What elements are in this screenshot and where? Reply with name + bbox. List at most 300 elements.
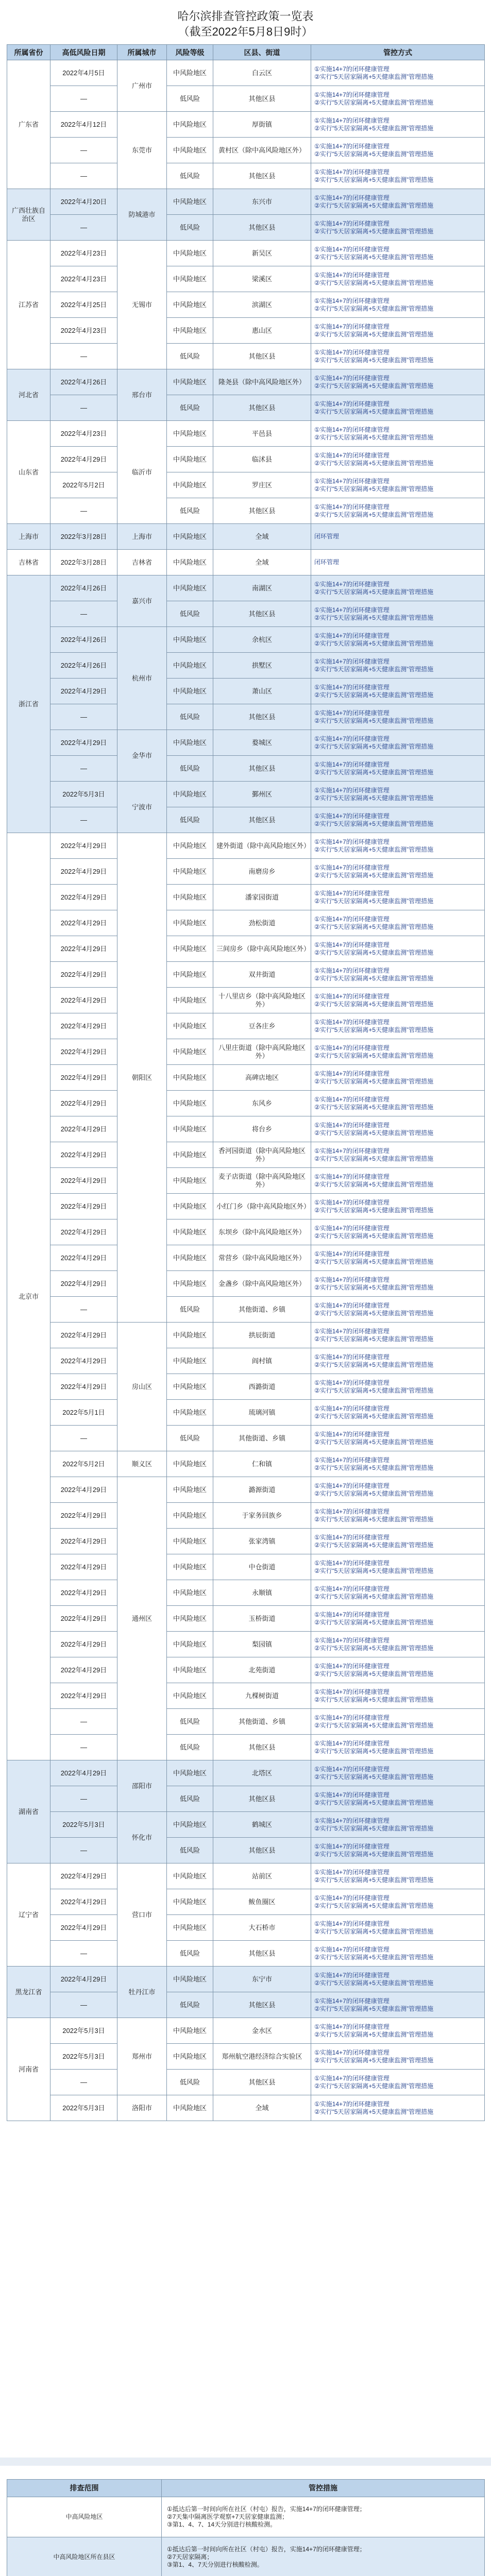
cell-district: 金水区 [213,2018,311,2044]
cell-risk-level: 中风险地区 [167,1245,213,1271]
cell-date: 2022年4月29日 [50,962,117,988]
cell-control-method: ①实施14+7的闭环健康管理 ②实行“5天居家隔离+5天健康监测”管理措施 [311,1554,485,1580]
cell-risk-level: 中风险地区 [167,421,213,447]
cell-date: 2022年4月29日 [50,1271,117,1297]
cell-date: 2022年3月28日 [50,550,117,575]
cell-district: 鄞州区 [213,782,311,807]
cell-district: 黄村区（除中高风险地区外） [213,138,311,163]
cell-risk-level: 低风险 [167,1786,213,1812]
cell-risk-level: 中风险地区 [167,1323,213,1348]
cell-control-method: 闭环管理 [311,550,485,575]
cell-risk-level: 中风险地区 [167,679,213,704]
cell-risk-level: 中风险地区 [167,1142,213,1168]
header-col-control: 管控方式 [311,45,485,60]
cell-city: 顺义区 [117,1451,167,1477]
cell-date: 2022年4月29日 [50,936,117,962]
cell-city: 无锡市 [117,241,167,369]
cell-control-method: ①实施14+7的闭环健康管理 ②实行“5天居家隔离+5天健康监测”管理措施 [311,472,485,498]
cell-risk-level: 中风险地区 [167,962,213,988]
cell-risk-level: 中风险地区 [167,653,213,679]
cell-district: 大石桥市 [213,1915,311,1941]
cell-risk-level: 低风险 [167,704,213,730]
cell-control-method: ①实施14+7的闭环健康管理 ②实行“5天居家隔离+5天健康监测”管理措施 [311,1374,485,1400]
cell-district: 其他区县 [213,807,311,833]
cell-date: 2022年4月29日 [50,1091,117,1116]
cell-district: 仁和镇 [213,1451,311,1477]
cell-province: 浙江省 [7,575,50,833]
cell-control-method: ①实施14+7的闭环健康管理 ②实行“5天居家隔离+5天健康监测”管理措施 [311,369,485,395]
measure-line: ③第1、4、7天分别进行核酸检测。 [167,2561,263,2568]
cell-district: 其他区县 [213,395,311,421]
cell-risk-level: 低风险 [167,1838,213,1863]
cell-district: 北苑街道 [213,1657,311,1683]
cell-risk-level: 低风险 [167,601,213,627]
cell-risk-level: 中风险地区 [167,318,213,344]
header-col-date: 高低风险日期 [50,45,117,60]
cell-control-method: ①实施14+7的闭环健康管理 ②实行“5天居家隔离+5天健康监测”管理措施 [311,936,485,962]
measure-line: ②7天集中隔离医学观察+7天居家健康监测； [167,2513,289,2520]
cell-district: 临沭县 [213,447,311,472]
cell-control-method: ①实施14+7的闭环健康管理 ②实行“5天居家隔离+5天健康监测”管理措施 [311,1323,485,1348]
cell-province: 山东省 [7,421,50,524]
cell-risk-level: 中风险地区 [167,550,213,575]
cell-risk-level: 中风险地区 [167,575,213,601]
cell-risk-level: 中风险地区 [167,1683,213,1709]
cell-risk-level: 中风险地区 [167,936,213,962]
cell-date: 2022年4月29日 [50,1065,117,1091]
cell-district: 西潞街道 [213,1374,311,1400]
cell-date: 2022年4月29日 [50,1039,117,1065]
cell-control-method: ①实施14+7的闭环健康管理 ②实行“5天居家隔离+5天健康监测”管理措施 [311,1142,485,1168]
cell-district: 其他区县 [213,2070,311,2095]
cell-district: 南湖区 [213,575,311,601]
cell-risk-level: 低风险 [167,395,213,421]
header-col-risk-level: 风险等级 [167,45,213,60]
cell-date: 2022年4月29日 [50,1915,117,1941]
cell-city: 怀化市 [117,1812,167,1863]
cell-date: — [50,1941,117,1967]
cell-control-method: ①实施14+7的闭环健康管理 ②实行“5天居家隔离+5天健康监测”管理措施 [311,86,485,112]
cell-date: 2022年4月29日 [50,1683,117,1709]
cell-district: 全域 [213,550,311,575]
cell-date: 2022年4月29日 [50,1967,117,1992]
cell-city: 吉林省 [117,550,167,575]
cell-province: 河南省 [7,2018,50,2121]
cell-date: 2022年4月26日 [50,369,117,395]
cell-date: — [50,86,117,112]
cell-date: 2022年4月29日 [50,1529,117,1554]
cell-district: 建外街道（除中高风险地区外） [213,833,311,859]
cell-risk-level: 中风险地区 [167,1271,213,1297]
cell-date: — [50,1709,117,1735]
cell-district: 双井街道 [213,962,311,988]
cell-district: 其他区县 [213,1992,311,2018]
cell-date: 2022年4月29日 [50,730,117,756]
cell-risk-level: 中风险地区 [167,1580,213,1606]
cell-district: 梨园镇 [213,1632,311,1657]
cell-date: — [50,1838,117,1863]
cell-control-method: ①实施14+7的闭环健康管理 ②实行“5天居家隔离+5天健康监测”管理措施 [311,1271,485,1297]
cell-risk-level: 中风险地区 [167,1889,213,1915]
cell-date: 2022年4月20日 [50,189,117,215]
cell-district: 其他区县 [213,215,311,241]
cell-district: 潞源街道 [213,1477,311,1503]
cell-date: 2022年4月29日 [50,1657,117,1683]
cell-date: — [50,1786,117,1812]
cell-district: 隆尧县（除中高风险地区外） [213,369,311,395]
cell-date: 2022年5月1日 [50,1400,117,1426]
cell-province: 广西壮族自治区 [7,189,50,241]
cell-control-method: ①实施14+7的闭环健康管理 ②实行“5天居家隔离+5天健康监测”管理措施 [311,1632,485,1657]
cell-district: 金盏乡（除中高风险地区外） [213,1271,311,1297]
cell-district: 三间房乡（除中高风险地区外） [213,936,311,962]
cell-control-method: ①实施14+7的闭环健康管理 ②实行“5天居家隔离+5天健康监测”管理措施 [311,1941,485,1967]
cell-control-method: ①实施14+7的闭环健康管理 ②实行“5天居家隔离+5天健康监测”管理措施 [311,1477,485,1503]
cell-control-method: ①实施14+7的闭环健康管理 ②实行“5天居家隔离+5天健康监测”管理措施 [311,885,485,910]
measure-line: ①抵达后第一时间向所在社区（村屯）报告，实施14+7的闭环健康管理； [167,2505,366,2513]
cell-district: 其他街道、乡镇 [213,1426,311,1451]
cell-risk-level: 中风险地区 [167,1065,213,1091]
cell-control-method: ①实施14+7的闭环健康管理 ②实行“5天居家隔离+5天健康监测”管理措施 [311,1812,485,1838]
cell-control-method: ①实施14+7的闭环健康管理 ②实行“5天居家隔离+5天健康监测”管理措施 [311,1967,485,1992]
cell-risk-level: 中风险地区 [167,910,213,936]
cell-date: 2022年4月29日 [50,1323,117,1348]
cell-date: 2022年4月29日 [50,1168,117,1194]
cell-risk-level: 中风险地区 [167,1812,213,1838]
cell-control-method: ①实施14+7的闭环健康管理 ②实行“5天居家隔离+5天健康监测”管理措施 [311,2018,485,2044]
cell-control-method: ①实施14+7的闭环健康管理 ②实行“5天居家隔离+5天健康监测”管理措施 [311,962,485,988]
cell-control-method: ①实施14+7的闭环健康管理 ②实行“5天居家隔离+5天健康监测”管理措施 [311,1116,485,1142]
cell-district: 潘家园街道 [213,885,311,910]
cell-control-method: ①实施14+7的闭环健康管理 ②实行“5天居家隔离+5天健康监测”管理措施 [311,1735,485,1760]
cell-date: 2022年4月29日 [50,1142,117,1168]
cell-risk-level: 中风险地区 [167,112,213,138]
cell-district: 东宁市 [213,1967,311,1992]
cell-city: 朝阳区 [117,833,167,1323]
cell-date: 2022年4月29日 [50,910,117,936]
cell-risk-level: 中风险地区 [167,1116,213,1142]
cell-measures [162,2497,485,2537]
cell-date: 2022年4月12日 [50,112,117,138]
cell-risk-level: 中风险地区 [167,369,213,395]
cell-date: 2022年5月2日 [50,1451,117,1477]
cell-risk-level: 中风险地区 [167,138,213,163]
cell-date: 2022年4月29日 [50,679,117,704]
cell-date: 2022年5月3日 [50,2018,117,2044]
cell-control-method: ①实施14+7的闭环健康管理 ②实行“5天居家隔离+5天健康监测”管理措施 [311,1168,485,1194]
cell-district: 鲅鱼圈区 [213,1889,311,1915]
cell-date: 2022年4月29日 [50,1632,117,1657]
cell-district: 其他区县 [213,756,311,782]
cell-control-method: ①实施14+7的闭环健康管理 ②实行“5天居家隔离+5天健康监测”管理措施 [311,241,485,266]
cell-city: 牡丹江市 [117,1967,167,2018]
cell-date: 2022年5月3日 [50,2044,117,2070]
cell-control-method: ①实施14+7的闭环健康管理 ②实行“5天居家隔离+5天健康监测”管理措施 [311,266,485,292]
cell-district: 拱辰街道 [213,1323,311,1348]
cell-date: 2022年5月3日 [50,1812,117,1838]
cell-risk-level: 中风险地区 [167,1039,213,1065]
cell-district: 其他区县 [213,86,311,112]
cell-risk-level: 中风险地区 [167,447,213,472]
cell-date: — [50,344,117,369]
cell-risk-level: 中风险地区 [167,1915,213,1941]
cell-province: 上海市 [7,524,50,550]
cell-risk-level: 中风险地区 [167,1451,213,1477]
cell-date: 2022年4月29日 [50,885,117,910]
cell-date: 2022年4月23日 [50,266,117,292]
cell-date: 2022年4月25日 [50,292,117,318]
page-subtitle: （截至2022年5月8日9时） [178,25,313,38]
cell-control-method: ①实施14+7的闭环健康管理 ②实行“5天居家隔离+5天健康监测”管理措施 [311,1863,485,1889]
cell-date: — [50,601,117,627]
cell-risk-level: 中风险地区 [167,1348,213,1374]
cell-risk-level: 低风险 [167,1941,213,1967]
cell-measures [162,2537,485,2576]
cell-control-method: ①实施14+7的闭环健康管理 ②实行“5天居家隔离+5天健康监测”管理措施 [311,2095,485,2121]
cell-date: 2022年3月28日 [50,524,117,550]
cell-city: 邢台市 [117,369,167,421]
cell-city: 嘉兴市 [117,575,167,627]
cell-province: 湖南省 [7,1760,50,1863]
cell-date: 2022年5月3日 [50,782,117,807]
cell-district: 东风乡 [213,1091,311,1116]
cell-province: 广东省 [7,60,50,189]
cell-risk-level: 中风险地区 [167,627,213,653]
cell-date: 2022年4月29日 [50,833,117,859]
cell-district: 琉璃河镇 [213,1400,311,1426]
cell-control-method: ①实施14+7的闭环健康管理 ②实行“5天居家隔离+5天健康监测”管理措施 [311,679,485,704]
cell-risk-level: 低风险 [167,756,213,782]
cell-district: 厚街镇 [213,112,311,138]
cell-district: 东坝乡（除中高风险地区外） [213,1219,311,1245]
cell-control-method: ①实施14+7的闭环健康管理 ②实行“5天居家隔离+5天健康监测”管理措施 [311,189,485,215]
cell-date: 2022年4月29日 [50,988,117,1013]
cell-control-method: ①实施14+7的闭环健康管理 ②实行“5天居家隔离+5天健康监测”管理措施 [311,1503,485,1529]
cell-risk-level: 低风险 [167,215,213,241]
cell-risk-level: 中风险地区 [167,833,213,859]
cell-date: — [50,2070,117,2095]
cell-risk-level: 低风险 [167,344,213,369]
cell-date: — [50,1992,117,2018]
cell-date: — [50,704,117,730]
risk-area-table [7,44,485,2121]
cell-risk-level: 中风险地区 [167,1657,213,1683]
cell-district: 全域 [213,2095,311,2121]
cell-district: 其他区县 [213,1838,311,1863]
cell-risk-level: 中风险地区 [167,189,213,215]
measure-line: ②7天居家隔离； [167,2553,213,2561]
cell-date: 2022年4月29日 [50,1374,117,1400]
cell-risk-level: 中风险地区 [167,1863,213,1889]
header-col-district: 区县、街道 [213,45,311,60]
cell-date: 2022年4月29日 [50,1503,117,1529]
cell-control-method: ①实施14+7的闭环健康管理 ②实行“5天居家隔离+5天健康监测”管理措施 [311,782,485,807]
cell-risk-level: 中风险地区 [167,1606,213,1632]
cell-province: 江苏省 [7,241,50,369]
cell-control-method: ①实施14+7的闭环健康管理 ②实行“5天居家隔离+5天健康监测”管理措施 [311,1683,485,1709]
cell-district: 其他区县 [213,704,311,730]
cell-date: — [50,807,117,833]
cell-control-method: ①实施14+7的闭环健康管理 ②实行“5天居家隔离+5天健康监测”管理措施 [311,1039,485,1065]
cell-control-method: ①实施14+7的闭环健康管理 ②实行“5天居家隔离+5天健康监测”管理措施 [311,447,485,472]
cell-province: 北京市 [7,833,50,1760]
cell-district: 南磨房乡 [213,859,311,885]
cell-control-method: ①实施14+7的闭环健康管理 ②实行“5天居家隔离+5天健康监测”管理措施 [311,1451,485,1477]
cell-risk-level: 中风险地区 [167,1013,213,1039]
cell-city: 营口市 [117,1863,167,1967]
cell-date: — [50,498,117,524]
cell-district: 其他街道、乡镇 [213,1297,311,1323]
cell-district: 永顺镇 [213,1580,311,1606]
cell-district: 其他区县 [213,1786,311,1812]
cell-control-method: ①实施14+7的闭环健康管理 ②实行“5天居家隔离+5天健康监测”管理措施 [311,1889,485,1915]
cell-risk-level: 中风险地区 [167,1967,213,1992]
cell-province: 河北省 [7,369,50,421]
cell-control-method: ①实施14+7的闭环健康管理 ②实行“5天居家隔离+5天健康监测”管理措施 [311,859,485,885]
header-measures: 管控措施 [162,2480,485,2497]
cell-date: 2022年4月29日 [50,1863,117,1889]
cell-control-method: ①实施14+7的闭环健康管理 ②实行“5天居家隔离+5天健康监测”管理措施 [311,1091,485,1116]
cell-city: 洛阳市 [117,2095,167,2121]
cell-date: — [50,215,117,241]
cell-risk-level: 中风险地区 [167,1091,213,1116]
cell-control-method: ①实施14+7的闭环健康管理 ②实行“5天居家隔离+5天健康监测”管理措施 [311,756,485,782]
cell-district: 鹤城区 [213,1812,311,1838]
cell-district: 梁溪区 [213,266,311,292]
cell-risk-level: 低风险 [167,2070,213,2095]
cell-district: 玉桥街道 [213,1606,311,1632]
cell-district: 白云区 [213,60,311,86]
cell-city: 邵阳市 [117,1760,167,1812]
cell-district: 新吴区 [213,241,311,266]
cell-control-method: ①实施14+7的闭环健康管理 ②实行“5天居家隔离+5天健康监测”管理措施 [311,1709,485,1735]
cell-date: — [50,756,117,782]
cell-risk-level: 中风险地区 [167,1529,213,1554]
cell-control-method: ①实施14+7的闭环健康管理 ②实行“5天居家隔离+5天健康监测”管理措施 [311,1400,485,1426]
cell-risk-level: 中风险地区 [167,292,213,318]
cell-district: 小红门乡（除中高风险地区外） [213,1194,311,1219]
cell-district: 于家务回族乡 [213,1503,311,1529]
cell-district: 其他区县 [213,601,311,627]
cell-control-method: ①实施14+7的闭环健康管理 ②实行“5天居家隔离+5天健康监测”管理措施 [311,1065,485,1091]
cell-district: 婺城区 [213,730,311,756]
cell-risk-level: 低风险 [167,1426,213,1451]
cell-city: 临沂市 [117,421,167,524]
cell-date: — [50,138,117,163]
cell-date: 2022年5月3日 [50,2095,117,2121]
cell-risk-level: 中风险地区 [167,782,213,807]
header-col-province: 所属省份 [7,45,50,60]
cell-date: 2022年4月29日 [50,1760,117,1786]
cell-risk-level: 低风险 [167,1735,213,1760]
cell-date: 2022年4月29日 [50,1889,117,1915]
cell-control-method: ①实施14+7的闭环健康管理 ②实行“5天居家隔离+5天健康监测”管理措施 [311,112,485,138]
cell-risk-level: 中风险地区 [167,1632,213,1657]
cell-risk-level: 中风险地区 [167,988,213,1013]
cell-date: 2022年4月29日 [50,859,117,885]
cell-district: 将台乡 [213,1116,311,1142]
cell-control-method: ①实施14+7的闭环健康管理 ②实行“5天居家隔离+5天健康监测”管理措施 [311,1786,485,1812]
cell-risk-level: 中风险地区 [167,1194,213,1219]
cell-date: 2022年4月29日 [50,1194,117,1219]
cell-date: 2022年4月29日 [50,1606,117,1632]
cell-city: 防城港市 [117,189,167,241]
cell-control-method: ①实施14+7的闭环健康管理 ②实行“5天居家隔离+5天健康监测”管理措施 [311,1426,485,1451]
cell-district: 萧山区 [213,679,311,704]
header-scope: 排查范围 [7,2480,162,2497]
cell-risk-level: 中风险地区 [167,730,213,756]
cell-date: 2022年4月29日 [50,1348,117,1374]
cell-risk-level: 中风险地区 [167,2095,213,2121]
cell-control-method: ①实施14+7的闭环健康管理 ②实行“5天居家隔离+5天健康监测”管理措施 [311,1838,485,1863]
cell-date: 2022年4月29日 [50,447,117,472]
header-col-city: 所属城市 [117,45,167,60]
cell-risk-level: 中风险地区 [167,1760,213,1786]
cell-control-method: ①实施14+7的闭环健康管理 ②实行“5天居家隔离+5天健康监测”管理措施 [311,292,485,318]
cell-city: 金华市 [117,730,167,782]
cell-risk-level: 中风险地区 [167,1477,213,1503]
cell-date: 2022年4月29日 [50,1013,117,1039]
cell-control-method: ①实施14+7的闭环健康管理 ②实行“5天居家隔离+5天健康监测”管理措施 [311,498,485,524]
measure-line: ①抵达后第一时间向所在社区（村屯）报告，实施14+7的闭环健康管理； [167,2546,366,2553]
cell-control-method: ①实施14+7的闭环健康管理 ②实行“5天居家隔离+5天健康监测”管理措施 [311,1529,485,1554]
cell-district: 劲松街道 [213,910,311,936]
cell-district: 郑州航空港经济综合实验区 [213,2044,311,2070]
cell-district: 其他区县 [213,344,311,369]
cell-province: 辽宁省 [7,1863,50,1967]
cell-city: 上海市 [117,524,167,550]
cell-risk-level: 中风险地区 [167,1219,213,1245]
cell-control-method: ①实施14+7的闭环健康管理 ②实行“5天居家隔离+5天健康监测”管理措施 [311,138,485,163]
cell-control-method: ①实施14+7的闭环健康管理 ②实行“5天居家隔离+5天健康监测”管理措施 [311,1580,485,1606]
cell-district: 全域 [213,524,311,550]
cell-risk-level: 中风险地区 [167,1503,213,1529]
cell-district: 阎村镇 [213,1348,311,1374]
cell-date: — [50,1297,117,1323]
cell-control-method: ①实施14+7的闭环健康管理 ②实行“5天居家隔离+5天健康监测”管理措施 [311,1657,485,1683]
cell-control-method: ①实施14+7的闭环健康管理 ②实行“5天居家隔离+5天健康监测”管理措施 [311,1219,485,1245]
cell-date: 2022年4月26日 [50,575,117,601]
cell-city: 房山区 [117,1323,167,1451]
cell-control-method: ①实施14+7的闭环健康管理 ②实行“5天居家隔离+5天健康监测”管理措施 [311,1915,485,1941]
cell-district: 高碑店地区 [213,1065,311,1091]
cell-district: 罗庄区 [213,472,311,498]
cell-control-method: ①实施14+7的闭环健康管理 ②实行“5天居家隔离+5天健康监测”管理措施 [311,163,485,189]
cell-control-method: ①实施14+7的闭环健康管理 ②实行“5天居家隔离+5天健康监测”管理措施 [311,730,485,756]
cell-district: 其他街道、乡镇 [213,1709,311,1735]
cell-control-method: ①实施14+7的闭环健康管理 ②实行“5天居家隔离+5天健康监测”管理措施 [311,627,485,653]
cell-city: 通州区 [117,1477,167,1760]
cell-date: 2022年4月29日 [50,1580,117,1606]
cell-district: 其他区县 [213,1735,311,1760]
cell-risk-level: 中风险地区 [167,2044,213,2070]
cell-control-method: ①实施14+7的闭环健康管理 ②实行“5天居家隔离+5天健康监测”管理措施 [311,807,485,833]
cell-control-method: ①实施14+7的闭环健康管理 ②实行“5天居家隔离+5天健康监测”管理措施 [311,421,485,447]
cell-control-method: ①实施14+7的闭环健康管理 ②实行“5天居家隔离+5天健康监测”管理措施 [311,988,485,1013]
cell-city: 宁波市 [117,782,167,833]
cell-date: 2022年4月29日 [50,1477,117,1503]
cell-date: 2022年4月29日 [50,1116,117,1142]
cell-risk-level: 中风险地区 [167,524,213,550]
cell-control-method: ①实施14+7的闭环健康管理 ②实行“5天居家隔离+5天健康监测”管理措施 [311,215,485,241]
cell-district: 东兴市 [213,189,311,215]
cell-control-method: ①实施14+7的闭环健康管理 ②实行“5天居家隔离+5天健康监测”管理措施 [311,1245,485,1271]
cell-risk-level: 中风险地区 [167,1400,213,1426]
cell-control-method: ①实施14+7的闭环健康管理 ②实行“5天居家隔离+5天健康监测”管理措施 [311,1348,485,1374]
cell-risk-level: 低风险 [167,86,213,112]
cell-risk-level: 中风险地区 [167,1554,213,1580]
cell-control-method: ①实施14+7的闭环健康管理 ②实行“5天居家隔离+5天健康监测”管理措施 [311,653,485,679]
